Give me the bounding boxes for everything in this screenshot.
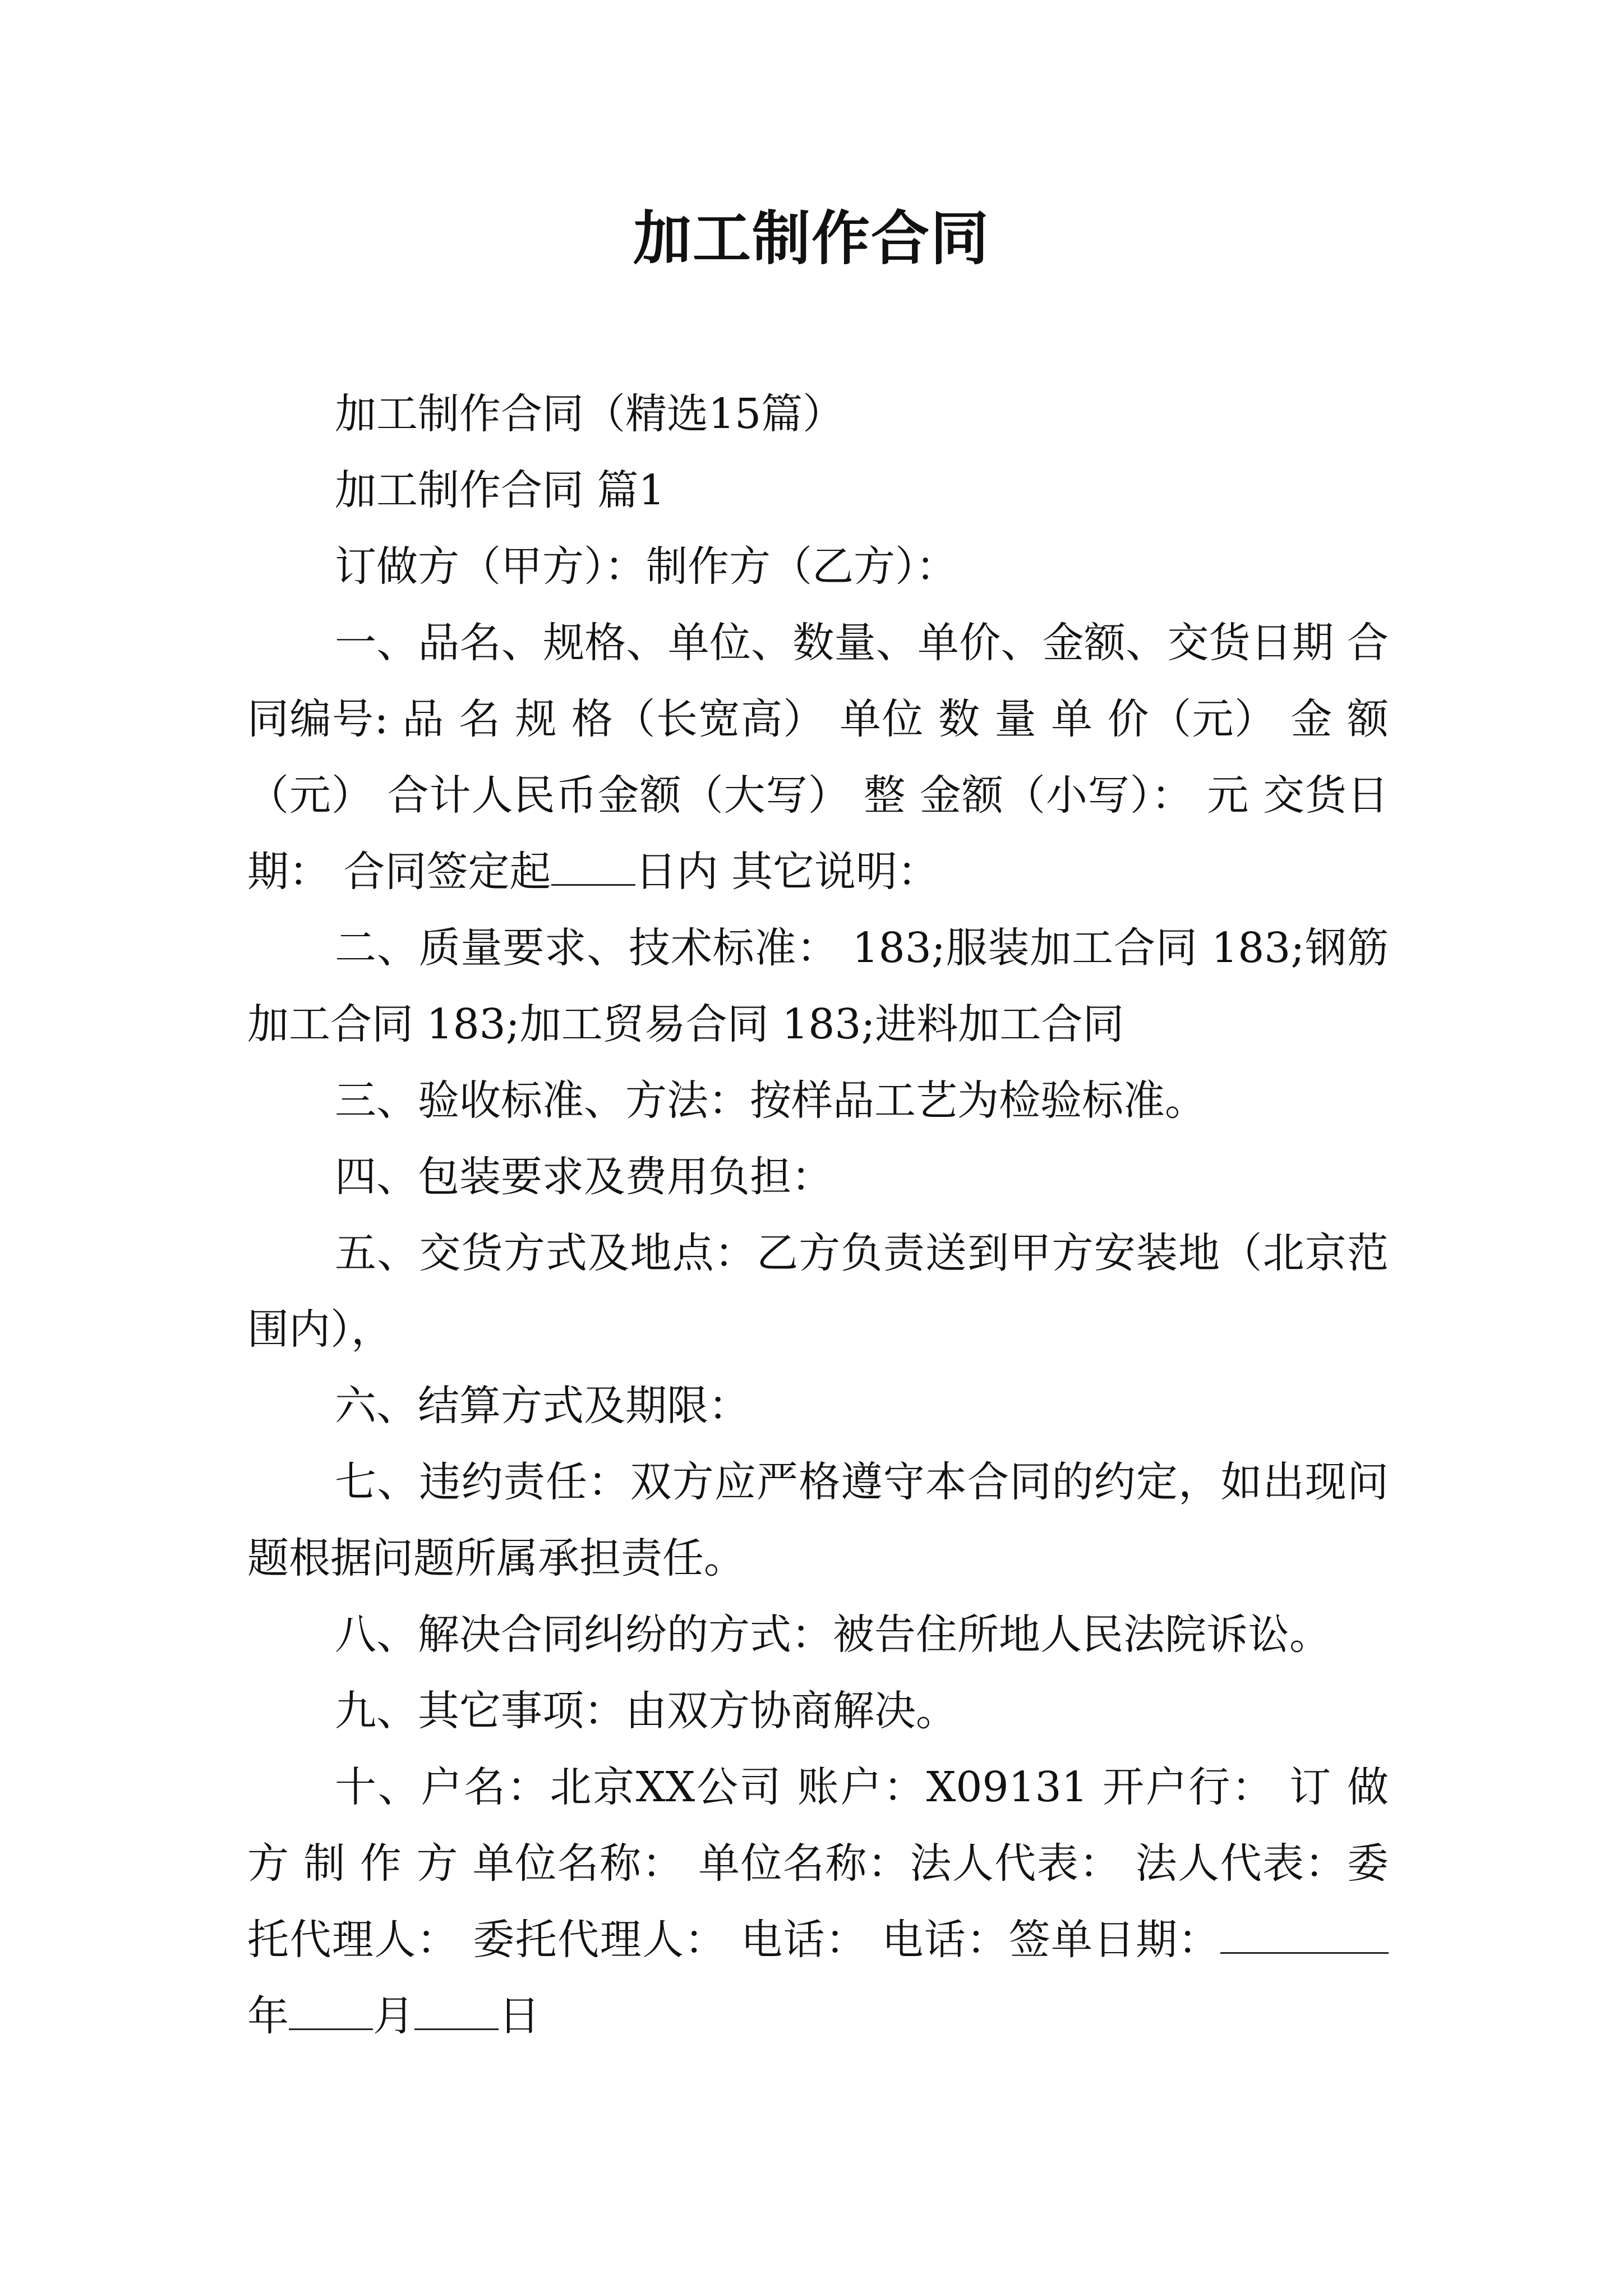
document-body [247,376,1389,2054]
paragraph-clause-1 [247,605,1389,910]
paragraph-clause-2: 二、质量要求、技术标准： 183;服装加工合同 183;钢筋加工合同 183;加工贸易合同 183;进料加工合同 [247,924,1389,1048]
paragraph-clause-10 [247,1749,1389,2054]
year-blank [1220,1918,1389,1954]
days-blank [551,850,635,886]
paragraph-clause-4: 四、包装要求及费用负担： [335,1153,833,1201]
month-label: 月 [373,1992,414,2040]
document-title: 加工制作合同 [633,204,990,273]
paragraph-clause-3: 三、验收标准、方法：按样品工艺为检验标准。 [335,1076,1206,1125]
day-blank [414,1995,499,2030]
day-label: 日 [499,1992,540,2040]
paragraph-subtitle: 加工制作合同（精选15篇） [335,390,845,438]
month-blank [289,1995,373,2030]
paragraph-clause-5: 五、交货方式及地点：乙方负责送到甲方安装地（北京范围内）， [247,1229,1389,1354]
paragraph-part-heading: 加工制作合同 篇1 [335,466,665,514]
paragraph-clause-8: 八、解决合同纠纷的方式：被告住所地人民法院诉讼。 [335,1611,1331,1659]
clause-10-text: 十、户名：北京XX公司 账户：X09131 开户行： 订 做 方 制 作 方 单位名称： 单位名称：法人代表： 法人代表：委托代理人： 委托代理人： 电话： 电话：签单日期： [247,1763,1389,1964]
paragraph-clause-9: 九、其它事项：由双方协商解决。 [335,1687,957,1735]
paragraph-parties: 订做方（甲方）：制作方（乙方）： [335,542,957,591]
paragraph-clause-7: 七、违约责任：双方应严格遵守本合同的约定，如出现问题根据问题所属承担责任。 [247,1458,1389,1582]
clause-1-text: 一、品名、规格、单位、数量、单价、金额、交货日期 合同编号: 品 名 规 格（长宽高） 单位 数 量 单 价（元） 金 额（元） 合计人民币金额（大写） 整 金额（小写）： 元 交货日期： 合同签定起 [247,619,1389,896]
paragraph-clause-6: 六、结算方式及期限： [335,1382,750,1430]
clause-1-tail: 日内 其它说明： [635,848,939,896]
year-label: 年 [247,1992,289,2040]
